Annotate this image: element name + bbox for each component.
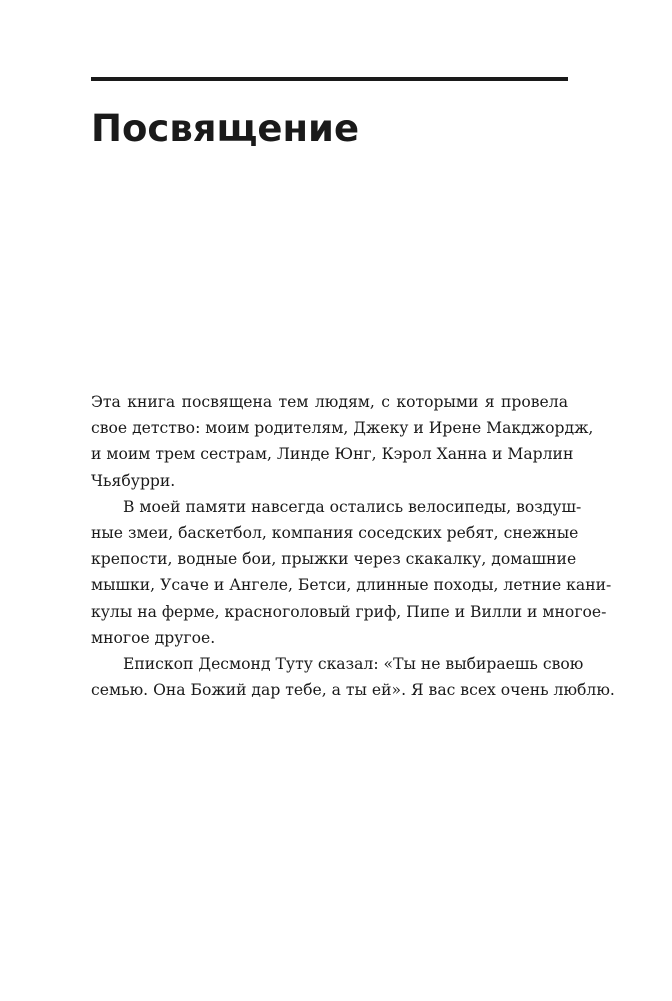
- paragraph-3: [91, 651, 615, 703]
- text-line: крепости, водные бои, прыжки через скакалку, домашние: [91, 550, 577, 569]
- page-title: Посвящение: [91, 107, 360, 150]
- text-line: Епископ Десмонд Туту сказал: «Ты не выбираешь свою: [123, 655, 584, 674]
- text-line: ные змеи, баскетбол, компания соседских ребят, снежные: [91, 524, 579, 543]
- text-line: свое детство: моим родителям, Джеку и Ирене Макджордж,: [91, 419, 594, 438]
- text-line: Эта книга посвящена тем людям, с которыми я провела: [91, 393, 568, 411]
- text-line: семью. Она Божий дар тебе, а ты ей». Я вас всех очень люблю.: [91, 681, 615, 700]
- text-line: многое другое.: [91, 628, 216, 647]
- paragraph-2: [91, 494, 612, 651]
- text-line: и моим трем сестрам, Линде Юнг, Кэрол Ханна и Марлин: [91, 445, 574, 464]
- text-line: Чьябурри.: [91, 471, 176, 490]
- text-line: В моей памяти навсегда остались велосипеды, воздуш-: [123, 497, 582, 516]
- top-rule-divider: [91, 77, 568, 81]
- paragraph-1: [91, 389, 594, 494]
- text-line: мышки, Усаче и Ангеле, Бетси, длинные походы, летние кани-: [91, 576, 612, 595]
- dedication-text: [91, 389, 615, 703]
- text-line: кулы на ферме, красноголовый гриф, Пипе и Вилли и многое-: [91, 602, 607, 621]
